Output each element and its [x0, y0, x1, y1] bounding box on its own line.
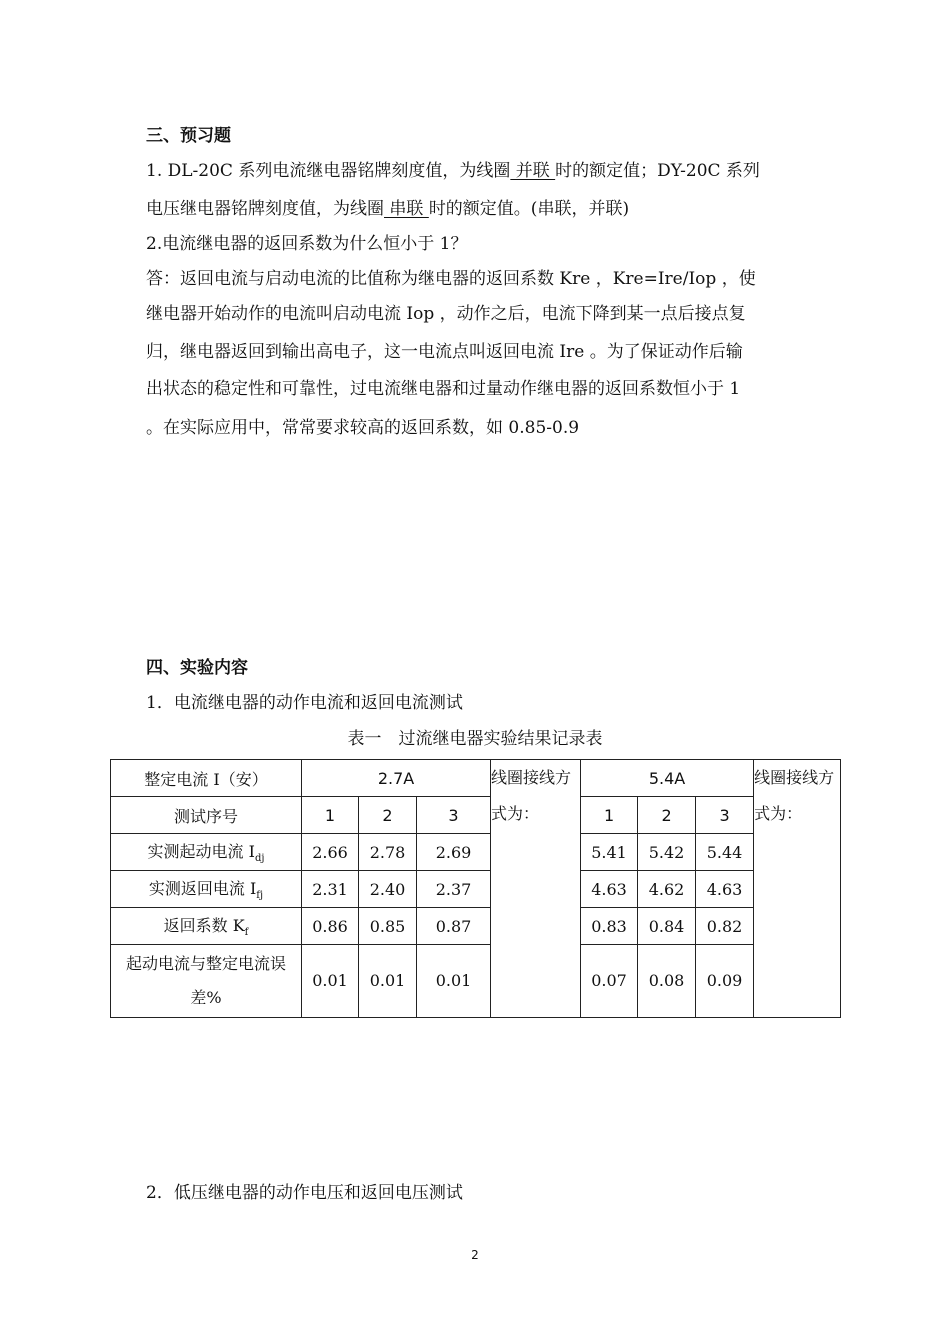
setting-label: 整定电流 I（安）	[111, 760, 302, 797]
setting-value-a: 2.7A	[302, 760, 491, 797]
seq-cell: 1	[302, 797, 359, 834]
table-caption: 表一 过流继电器实验结果记录表	[347, 729, 603, 749]
error-cell: 0.01	[359, 945, 417, 1018]
error-cell: 0.01	[417, 945, 491, 1018]
item1-title: 1．电流继电器的动作电流和返回电流测试	[146, 693, 463, 713]
coef-label	[111, 908, 302, 945]
q1-blank-parallel: 并联	[510, 161, 556, 181]
pickup-label	[111, 834, 302, 871]
pickup-cell: 2.66	[302, 834, 359, 871]
answer-line: 答：返回电流与启动电流的比值称为继电器的返回系数 Kre ，Kre=Ire/Iop ，使	[146, 269, 756, 289]
coef-label-text: 返回系数 K	[163, 916, 245, 936]
seq-cell: 3	[417, 797, 491, 834]
coef-label-sub: f	[244, 927, 249, 939]
pickup-cell: 2.69	[417, 834, 491, 871]
pickup-cell: 5.42	[638, 834, 696, 871]
coef-cell: 0.87	[417, 908, 491, 945]
seq-cell: 3	[696, 797, 754, 834]
answer-line: 。在实际应用中，常常要求较高的返回系数，如 0.85-0.9	[146, 418, 580, 438]
seq-cell: 2	[359, 797, 417, 834]
coil-note-a: 线圈接线方式为：	[491, 760, 581, 1018]
coil-note-b: 线圈接线方式为：	[754, 760, 841, 1018]
return-label-text: 实测返回电流 I	[148, 879, 257, 899]
table-row	[111, 945, 841, 1018]
coef-cell: 0.83	[581, 908, 638, 945]
item2-title: 2．低压继电器的动作电压和返回电压测试	[146, 1183, 463, 1203]
return-label	[111, 871, 302, 908]
seq-cell: 2	[638, 797, 696, 834]
coef-cell: 0.86	[302, 908, 359, 945]
table-row	[111, 871, 841, 908]
q1-text-b: 时的额定值；DY-20C 系列	[555, 161, 760, 181]
return-label-sub: fj	[256, 890, 264, 902]
pickup-cell: 5.44	[696, 834, 754, 871]
setting-value-b: 5.4A	[581, 760, 754, 797]
table-row	[111, 760, 841, 797]
pickup-label-sub: dj	[254, 853, 265, 865]
section4-heading: 四、实验内容	[146, 658, 248, 678]
q1-text-a: 1. DL-20C 系列电流继电器铭牌刻度值，为线圈	[146, 161, 511, 181]
return-cell: 2.37	[417, 871, 491, 908]
return-cell: 4.63	[581, 871, 638, 908]
table-row	[111, 834, 841, 871]
error-label: 起动电流与整定电流误差%	[111, 945, 302, 1018]
pickup-label-text: 实测起动电流 I	[147, 842, 255, 862]
q1-text-d: 时的额定值。(串联，并联)	[428, 199, 630, 219]
results-table	[110, 759, 841, 1018]
page-number: 2	[471, 1248, 479, 1262]
q1-blank-series: 串联	[384, 199, 429, 219]
table-row	[111, 908, 841, 945]
question1-line1	[146, 154, 760, 188]
q1-text-c: 电压继电器铭牌刻度值，为线圈	[146, 199, 384, 219]
return-cell: 4.63	[696, 871, 754, 908]
table-row	[111, 797, 841, 834]
return-cell: 2.31	[302, 871, 359, 908]
question1-line2	[146, 192, 629, 226]
seq-label: 测试序号	[111, 797, 302, 834]
return-cell: 2.40	[359, 871, 417, 908]
seq-cell: 1	[581, 797, 638, 834]
answer-line: 归，继电器返回到输出高电子，这一电流点叫返回电流 Ire 。为了保证动作后输	[146, 342, 743, 362]
question2: 2.电流继电器的返回系数为什么恒小于 1？	[146, 234, 468, 254]
coef-cell: 0.85	[359, 908, 417, 945]
section3-heading: 三、预习题	[146, 126, 231, 146]
error-cell: 0.08	[638, 945, 696, 1018]
error-cell: 0.09	[696, 945, 754, 1018]
error-cell: 0.07	[581, 945, 638, 1018]
answer-line: 出状态的稳定性和可靠性，过电流继电器和过量动作继电器的返回系数恒小于 1	[146, 379, 741, 399]
pickup-cell: 2.78	[359, 834, 417, 871]
answer-line: 继电器开始动作的电流叫启动电流 Iop ，动作之后，电流下降到某一点后接点复	[146, 304, 746, 324]
coef-cell: 0.82	[696, 908, 754, 945]
error-cell: 0.01	[302, 945, 359, 1018]
coef-cell: 0.84	[638, 908, 696, 945]
return-cell: 4.62	[638, 871, 696, 908]
pickup-cell: 5.41	[581, 834, 638, 871]
